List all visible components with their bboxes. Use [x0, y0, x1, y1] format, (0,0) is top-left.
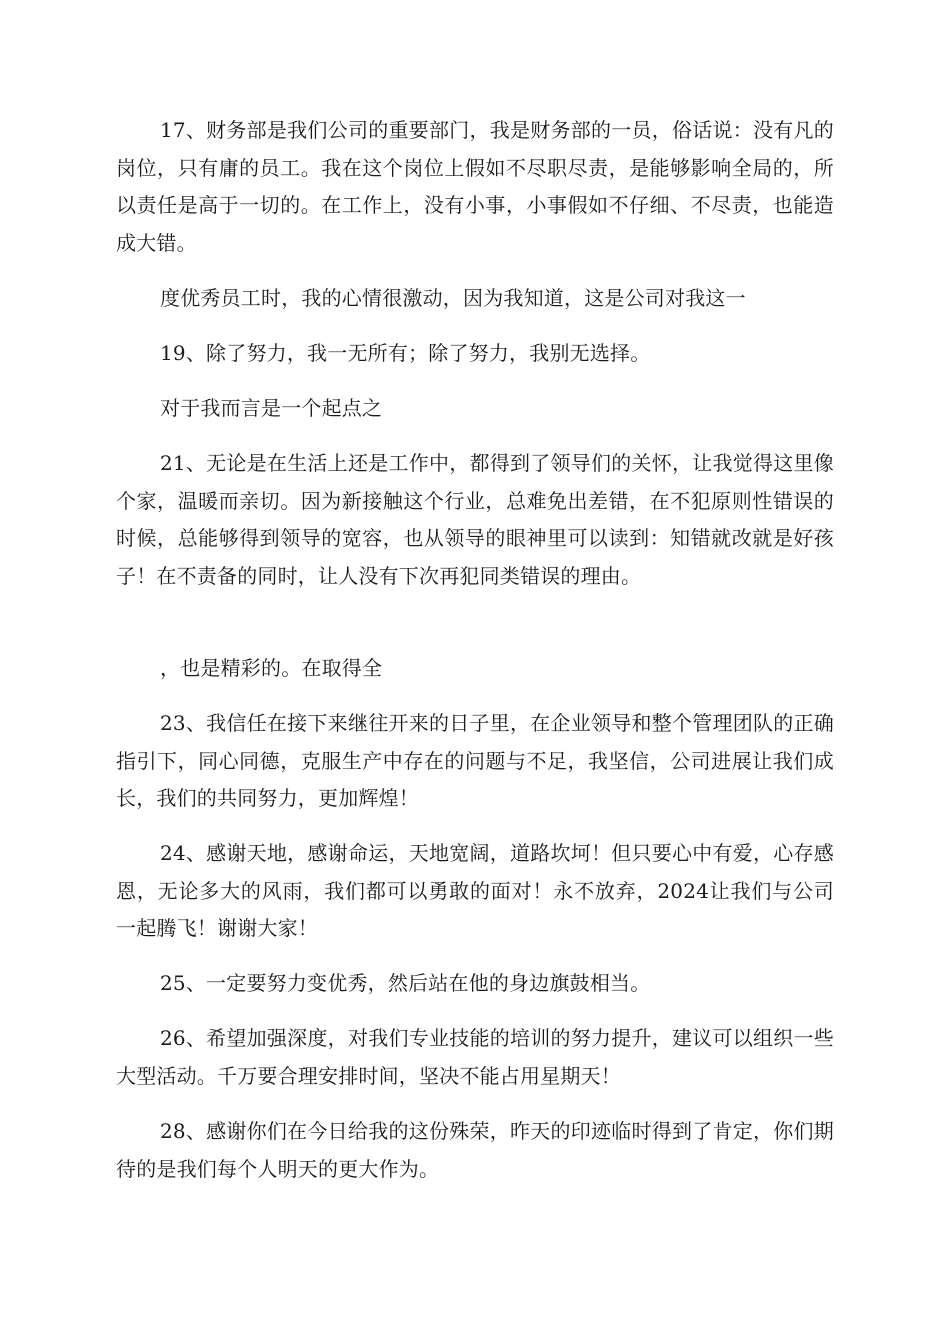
paragraph-20-fragment: 对于我而言是一个起点之 — [160, 396, 383, 420]
paragraph-17: 17、财务部是我们公司的重要部门，我是财务部的一员，俗话说：没有凡的岗位，只有庸的员工。我在这个岗位上假如不尽职尽责，是能够影响全局的，所以责任是高于一切的。在工作上，没有小事，小事假如不仔细、不尽责，也能造成大错。 — [116, 118, 834, 255]
paragraph-18-fragment: 度优秀员工时，我的心情很激动，因为我知道，这是公司对我这一 — [160, 286, 746, 310]
paragraph-26: 26、希望加强深度，对我们专业技能的培训的努力提升，建议可以组织一些大型活动。千万要合理安排时间，坚决不能占用星期天！ — [116, 1026, 834, 1088]
paragraph-25: 25、一定要努力变优秀，然后站在他的身边旗鼓相当。 — [160, 971, 651, 995]
paragraph-19: 19、除了努力，我一无所有；除了努力，我别无选择。 — [160, 341, 651, 365]
paragraph-22-fragment: ，也是精彩的。在取得全 — [160, 656, 383, 680]
paragraph-21: 21、无论是在生活上还是工作中，都得到了领导们的关怀，让我觉得这里像个家，温暖而亲切。因为新接触这个行业，总难免出差错，在不犯原则性错误的时候，总能够得到领导的宽容，也从领导的眼神里可以读到：知错就改就是好孩子！在不责备的同时，让人没有下次再犯同类错误的理由。 — [116, 451, 834, 588]
paragraph-23: 23、我信任在接下来继往开来的日子里，在企业领导和整个管理团队的正确指引下，同心同德，克服生产中存在的问题与不足，我坚信，公司进展让我们成长，我们的共同努力，更加辉煌！ — [116, 711, 834, 810]
paragraph-24: 24、感谢天地，感谢命运，天地宽阔，道路坎坷！但只要心中有爱，心存感恩，无论多大的风雨，我们都可以勇敢的面对！永不放弃，2024让我们与公司一起腾飞！谢谢大家！ — [116, 841, 834, 940]
paragraph-28: 28、感谢你们在今日给我的这份殊荣，昨天的印迹临时得到了肯定，你们期待的是我们每个人明天的更大作为。 — [116, 1119, 834, 1181]
